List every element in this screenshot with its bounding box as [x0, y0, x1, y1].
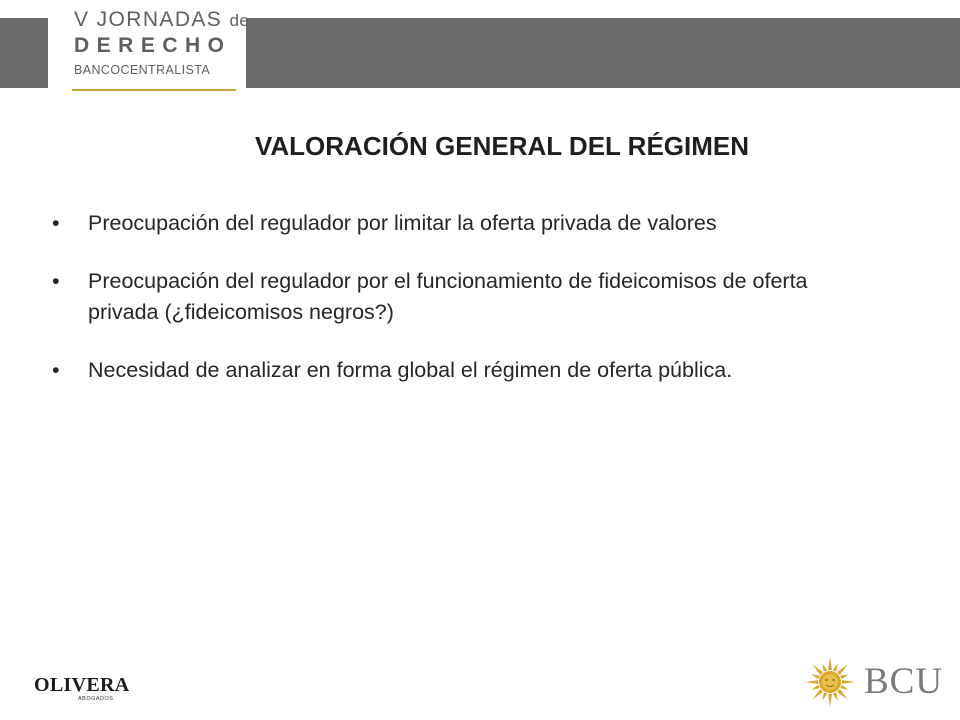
bullet-marker: • [52, 211, 60, 235]
logo-title-suffix: de [229, 11, 250, 30]
sun-ray [840, 685, 848, 690]
olivera-logo-subtitle: ABOGADOS [78, 696, 114, 702]
sun-ray [837, 689, 848, 700]
bcu-logo [804, 656, 944, 712]
sun-ray [822, 664, 827, 672]
header-band-right [246, 18, 960, 88]
logo-subject: DERECHO [74, 34, 232, 57]
bullet-marker: • [52, 269, 60, 293]
olivera-logo-name: OLIVERA [34, 674, 130, 696]
sun-ray [812, 664, 823, 675]
slide-title: VALORACIÓN GENERAL DEL RÉGIMEN [254, 131, 750, 161]
logo-subtitle: BANCOCENTRALISTA [74, 63, 211, 77]
bullet-item [52, 266, 872, 328]
sun-ray [828, 694, 832, 707]
logo-underline [72, 89, 236, 91]
bcu-logo-text: BCU [864, 661, 944, 702]
olivera-logo [34, 674, 150, 708]
bullet-text: Preocupación del regulador por el funcionamiento de fideicomisos de oferta privada (¿fideicomisos negros?) [88, 269, 808, 324]
bullet-text: Necesidad de analizar en forma global el régimen de oferta pública. [88, 358, 733, 382]
sun-ray [833, 664, 838, 672]
sun-ray [837, 664, 848, 675]
bullet-marker: • [52, 358, 60, 382]
bullet-item [52, 208, 872, 239]
sun-ray [833, 692, 838, 700]
sun-ray [812, 674, 820, 679]
sun-icon [804, 656, 856, 708]
bullet-text: Preocupación del regulador por limitar la oferta privada de valores [88, 211, 717, 235]
jornadas-logo [58, 6, 250, 90]
sun-ray [822, 692, 827, 700]
bullet-item [52, 355, 872, 386]
sun-ray [828, 657, 832, 670]
sun-ray [805, 680, 818, 684]
sun-ray [842, 680, 855, 684]
header-band-left [0, 18, 48, 88]
sun-ray [812, 685, 820, 690]
sun-ray [812, 689, 823, 700]
sun-ray [840, 674, 848, 679]
bullet-list [52, 208, 872, 413]
logo-title: V JORNADAS [74, 8, 223, 31]
